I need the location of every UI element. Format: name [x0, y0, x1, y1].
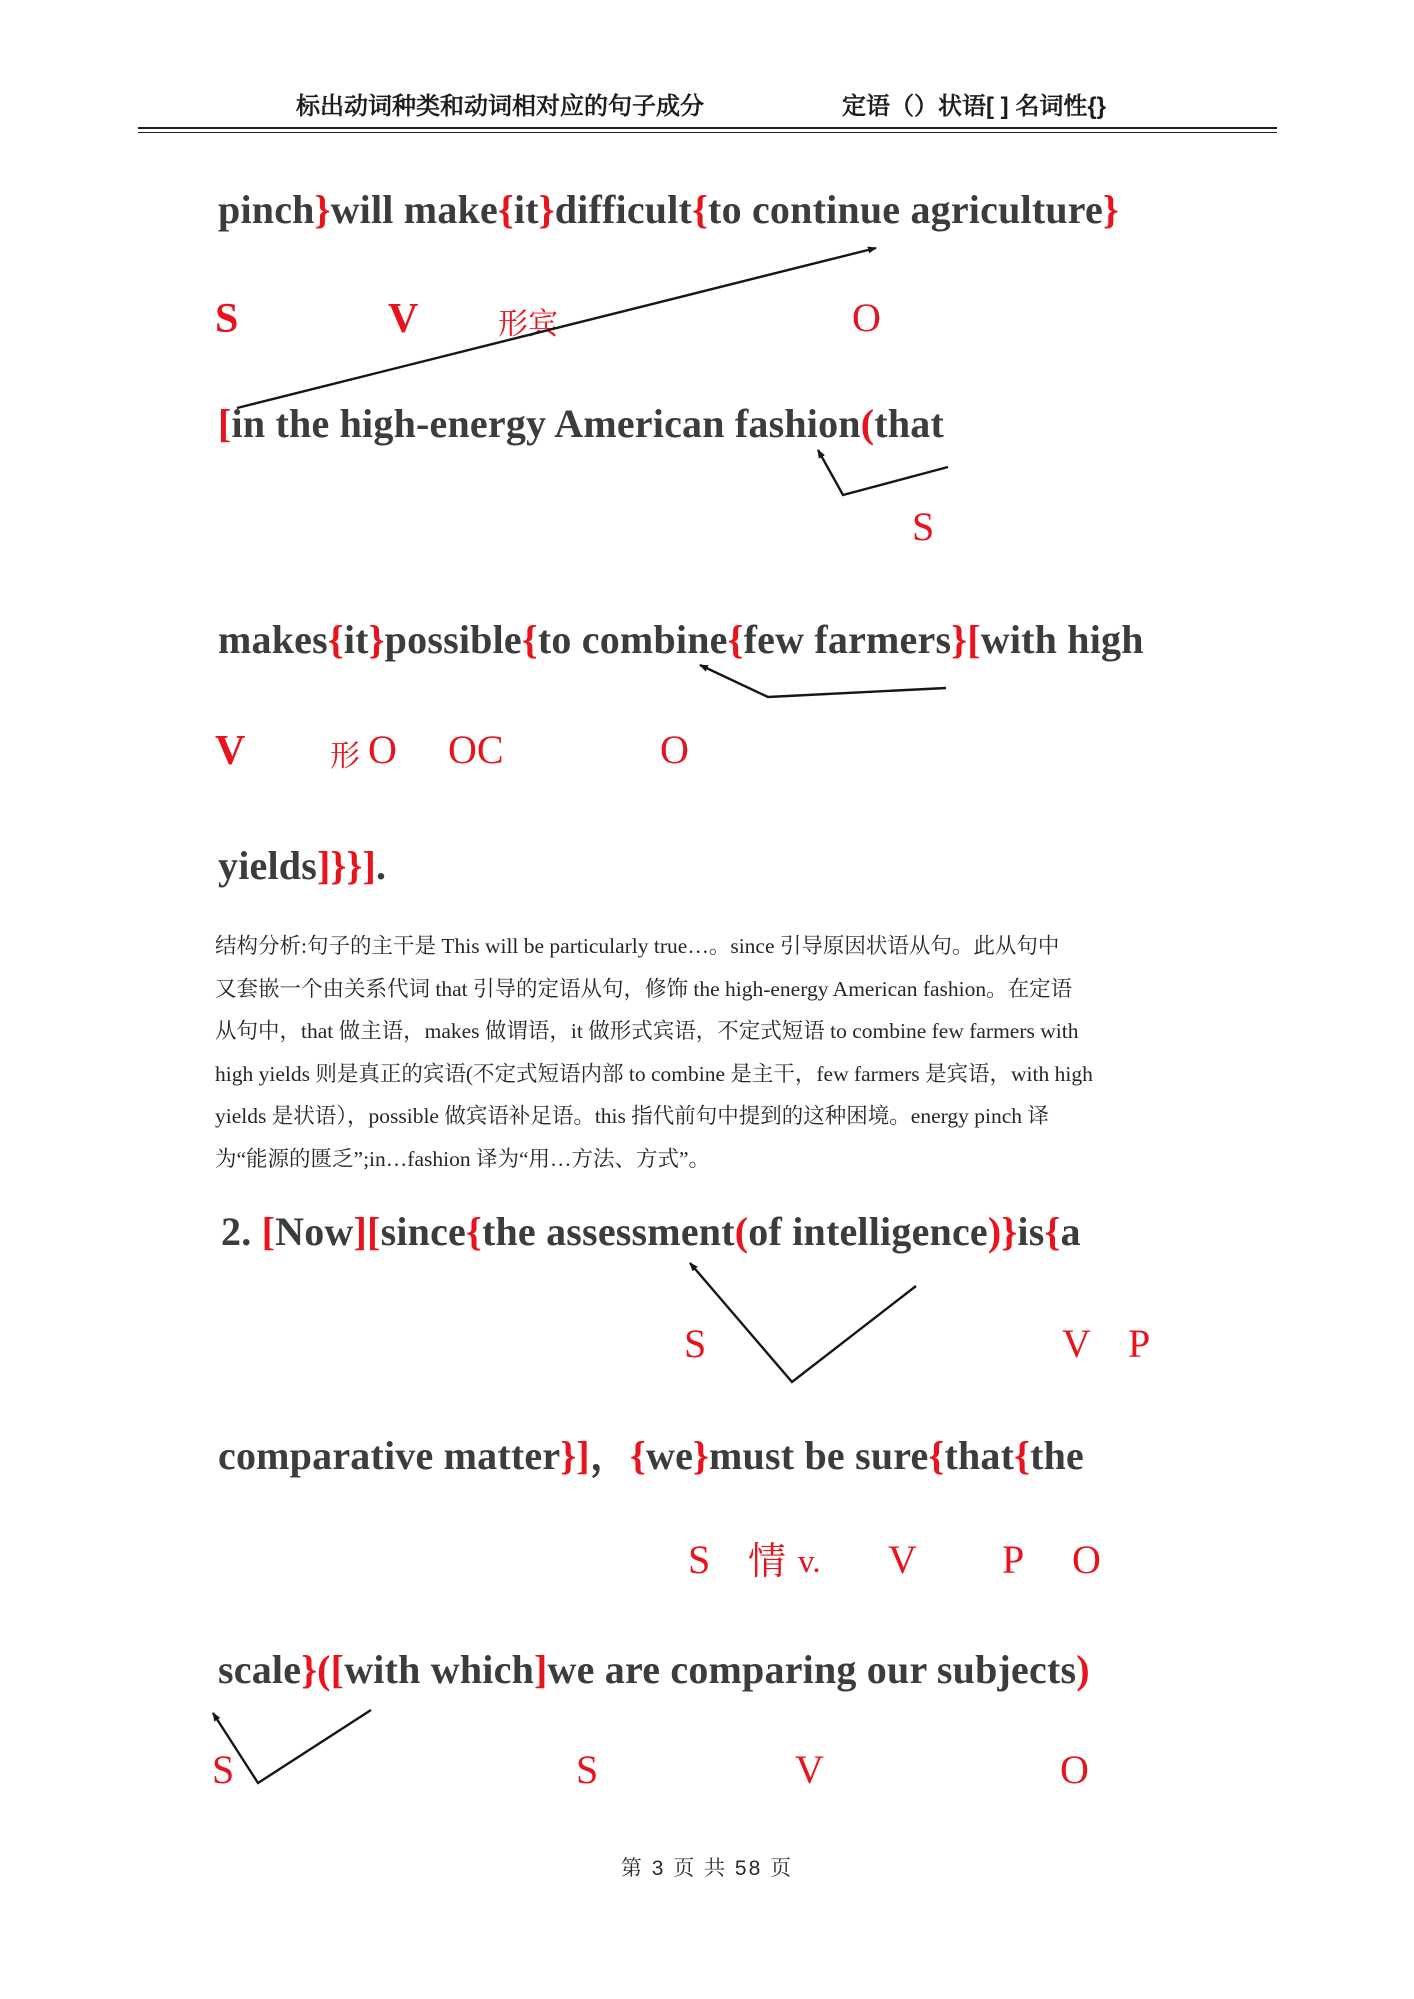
arrow-to-scale: [213, 1710, 371, 1783]
s1-line1-bracket: }: [1102, 187, 1119, 232]
s1-line2-bracket: [: [218, 401, 232, 446]
s2-line2-text: that: [944, 1433, 1015, 1478]
marker-s1-V: V: [388, 296, 419, 342]
s2-line1-bracket: )}: [987, 1209, 1018, 1254]
marker-s3-O1: O: [368, 727, 397, 772]
s1-line3-text: makes: [218, 617, 328, 662]
s1-line1-text: to continue agriculture: [708, 187, 1103, 232]
s2-line1-bracket: [: [261, 1209, 276, 1254]
s1-line3-text: with high: [980, 617, 1144, 662]
analysis-line-1: 结构分析:句子的主干是 This will be particularly true…。since 引导原因状语从句。此从句中: [215, 934, 1060, 958]
s2-line1-text: a: [1060, 1209, 1081, 1254]
s1-line3-bracket: {: [521, 617, 538, 662]
marker-s7-S1: S: [212, 1747, 235, 1792]
s2-line1-text: 2.: [221, 1209, 262, 1254]
analysis-line-4: high yields 则是真正的宾语(不定式短语内部 to combine 是主干，few farmers 是宾语，with high: [215, 1061, 1093, 1086]
marker-that-S: S: [912, 504, 935, 549]
header-rule: [138, 127, 1277, 133]
s1-line2-text: in the high-energy American fashion: [231, 401, 861, 446]
s2-line1-text: of intelligence: [748, 1209, 988, 1254]
s1-line2-bracket: (: [860, 401, 875, 446]
s1-line3-text: possible: [384, 617, 522, 662]
marker-s6-vdot: v.: [798, 1544, 821, 1580]
analysis-line-3: 从句中，that 做主语，makes 做谓语，it 做形式宾语，不定式短语 to combine few farmers with: [215, 1019, 1079, 1043]
s2-line3-text: with which: [344, 1647, 535, 1692]
s1-line1-text: difficult: [554, 187, 693, 232]
marker-s1-S: S: [215, 296, 239, 342]
s2-line3-bracket: ): [1076, 1647, 1090, 1692]
marker-s7-V: V: [795, 1747, 824, 1792]
s2-line1-bracket: ][: [353, 1209, 381, 1254]
s2-line2-bracket: }: [693, 1433, 710, 1478]
s1-line1-text: it: [513, 187, 539, 232]
s1-line1-text: will make: [330, 187, 498, 232]
s2-line2-bracket: }]: [560, 1433, 590, 1478]
marker-s3-V: V: [215, 728, 246, 774]
s1-line4: [218, 842, 386, 889]
s1-line1-text: pinch: [218, 187, 315, 232]
s2-line2-bracket: {: [630, 1433, 646, 1478]
marker-s6-O: O: [1072, 1537, 1101, 1582]
s2-line1-text: since: [380, 1209, 466, 1254]
s1-line4-bracket: ]}}]: [317, 843, 376, 888]
header-left-title: 标出动词种类和动词相对应的句子成分: [296, 93, 704, 120]
marker-s5-P: P: [1128, 1321, 1151, 1366]
s2-line2-text: the: [1030, 1433, 1085, 1478]
analysis-line-5: yields 是状语），possible 做宾语补足语。this 指代前句中提到的这种困境。energy pinch 译: [215, 1104, 1049, 1128]
s1-line3-bracket: [: [967, 617, 981, 662]
s1-line3-bracket: }: [951, 617, 968, 662]
s2-line1-text: the assessment: [481, 1209, 735, 1254]
s1-line3-text: few farmers: [743, 617, 952, 662]
marker-s6-S: S: [688, 1537, 711, 1582]
s1-line3: [218, 616, 1144, 663]
page-number-footer: 第 3 页 共 58 页: [620, 1857, 794, 1880]
s2-line3-bracket: }([: [301, 1647, 345, 1692]
s2-line1-bracket: {: [466, 1209, 482, 1254]
s1-line3-bracket: }: [368, 617, 385, 662]
s1-line4-text: yields: [218, 843, 317, 888]
analysis-line-6: 为“能源的匮乏”;in…fashion 译为“用…方法、方式”。: [215, 1146, 711, 1171]
s2-line3-bracket: ]: [534, 1647, 548, 1692]
s1-line1-bracket: }: [314, 187, 331, 232]
structure-analysis-paragraph: [215, 925, 1093, 1180]
s1-line3-text: it: [343, 617, 369, 662]
s1-line1-bracket: {: [497, 187, 514, 232]
arrow-to-combine: [700, 665, 946, 697]
s2-line2-bracket: {: [928, 1433, 945, 1478]
marker-s6-P: P: [1002, 1537, 1025, 1582]
s2-line1: [221, 1208, 1081, 1255]
s1-line4-text: .: [375, 843, 387, 888]
s2-line1-text: Now: [275, 1209, 354, 1254]
s1-line3-bracket: {: [327, 617, 344, 662]
marker-s7-S2: S: [576, 1747, 599, 1792]
s2-line3-text: we are comparing our subjects: [547, 1647, 1077, 1692]
marker-s6-qing: 情: [748, 1541, 787, 1583]
s2-line2-bracket: {: [1014, 1433, 1031, 1478]
s2-line2: [218, 1424, 1084, 1481]
s1-line1-bracket: }: [538, 187, 555, 232]
s2-line2-text: ，: [589, 1433, 631, 1478]
header-legend: 定语（）状语[ ] 名词性{}: [842, 93, 1106, 120]
s2-line2-text: must be sure: [709, 1433, 929, 1478]
s2-line1-bracket: (: [734, 1209, 749, 1254]
marker-s6-V: V: [888, 1537, 917, 1582]
arrow-to-fashion: [818, 450, 948, 495]
arrow-to-assessment: [690, 1263, 916, 1382]
s1-line1-bracket: {: [692, 187, 709, 232]
s2-line1-bracket: {: [1044, 1209, 1061, 1254]
s1-line1: [218, 186, 1119, 233]
s1-line3-text: to combine: [537, 617, 728, 662]
s2-line3: [218, 1646, 1090, 1693]
analysis-line-2: 又套嵌一个由关系代词 that 引导的定语从句，修饰 the high-energy American fashion。在定语: [215, 976, 1073, 1001]
marker-s5-S: S: [684, 1321, 707, 1366]
s2-line2-text: we: [646, 1433, 694, 1478]
s2-line1-text: is: [1017, 1209, 1045, 1254]
marker-s7-O: O: [1060, 1747, 1089, 1792]
marker-s3-OC: OC: [448, 727, 504, 772]
marker-s1-xingbin: 形宾: [498, 308, 558, 341]
s2-line2-text: comparative matter: [218, 1433, 561, 1478]
s1-line2: [218, 400, 944, 447]
marker-s5-V: V: [1062, 1321, 1091, 1366]
s2-line3-text: scale: [218, 1647, 302, 1692]
marker-s1-O: O: [852, 295, 881, 340]
s1-line2-text: that: [874, 401, 944, 446]
s1-line3-bracket: {: [727, 617, 744, 662]
marker-s3-O2: O: [660, 727, 689, 772]
marker-s3-xing: 形: [330, 740, 360, 773]
